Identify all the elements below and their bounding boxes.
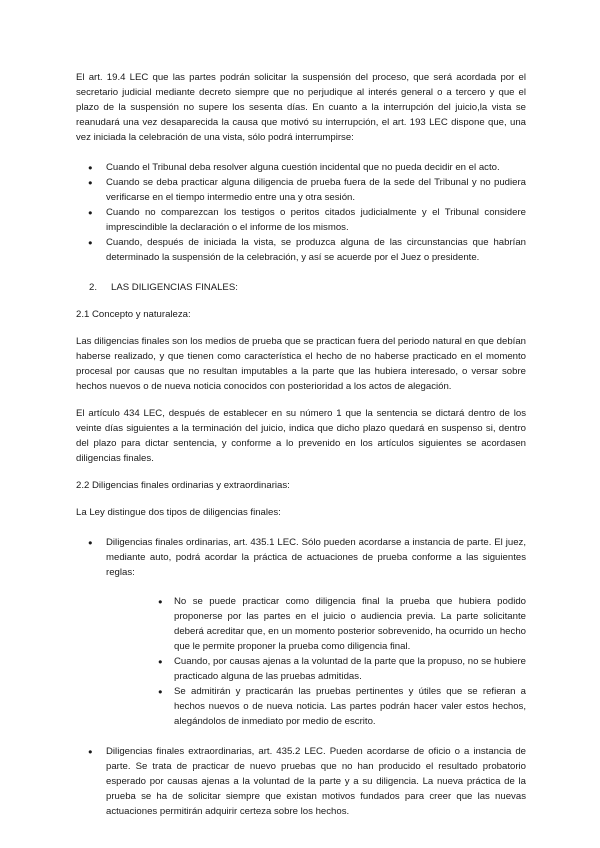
list-item-extraordinarias: ● Diligencias finales extraordinarias, art. 435.2 LEC. Pueden acordarse de oficio o a instancia de parte. Se trata de practicar de nuevo pruebas que no han producido el resultado probatorio esperado por causas ajenas a la voluntad de la parte y a su diligencia. La nueva práctica de la prueba se ha de solicitar siempre que existan motivos fundados para creer que las nuevas actuaciones permitirán adquirir certeza sobre los hechos. bbox=[82, 744, 526, 819]
section-heading bbox=[76, 280, 526, 295]
types-list-2 bbox=[82, 744, 526, 819]
ordinarias-text: Diligencias finales ordinarias, art. 435.1 LEC. Sólo pueden acordarse a instancia de parte. El juez, mediante auto, podrá acordar la práctica de actuaciones de prueba conforme a las siguientes reglas: bbox=[106, 537, 526, 578]
section-title: LAS DILIGENCIAS FINALES: bbox=[111, 282, 238, 293]
list-item: ● Cuando, después de iniciada la vista, se produzca alguna de las circunstancias que habrían determinado la suspensión de la celebración, y así se acuerde por el Juez o presidente. bbox=[82, 235, 526, 265]
types-list bbox=[82, 535, 526, 729]
list-item: ● Se admitirán y practicarán las pruebas pertinentes y útiles que se refieran a hechos nuevos o de nueva noticia. Las partes podrán hacer valer estos hechos, alegándolos de inmediato por medio de escrito. bbox=[152, 684, 526, 729]
subsection-heading-2-2: 2.2 Diligencias finales ordinarias y extraordinarias: bbox=[76, 480, 290, 491]
list-item-ordinarias bbox=[82, 535, 526, 729]
types-intro: La Ley distingue dos tipos de diligencias finales: bbox=[76, 507, 281, 518]
list-item: ● Cuando el Tribunal deba resolver alguna cuestión incidental que no pueda decidir en el acto. bbox=[82, 160, 526, 175]
concept-paragraph: Las diligencias finales son los medios de prueba que se practican fuera del periodo natural en que debían haberse realizado, y que tienen como característica el hecho de no haberse practicado en el momento procesal por causas que no resultan imputables a la parte que las hubiera interesado, o versar sobre hechos nuevos o de nueva noticia conocidos con posterioridad a los actos de alegación. bbox=[76, 336, 526, 392]
rules-list bbox=[152, 594, 526, 729]
section-number: 2. bbox=[89, 282, 98, 293]
interruption-list bbox=[82, 160, 526, 265]
intro-paragraph: El art. 19.4 LEC que las partes podrán solicitar la suspensión del proceso, que será acordada por el secretario judicial mediante decreto siempre que no perjudique al interés general o a tercero y que el plazo de la suspensión no supere los sesenta días. En cuanto a la interrupción del juicio,la vista se reanudará una vez desaparecida la causa que motivó su interrupción, el art. 193 LEC dispone que, una vez iniciada la celebración de una vista, sólo podrá interrumpirse: bbox=[76, 72, 526, 143]
list-item: ● Cuando se deba practicar alguna diligencia de prueba fuera de la sede del Tribunal y no pudiera verificarse en el tiempo intermedio entre una y otra sesión. bbox=[82, 175, 526, 205]
list-item: ● Cuando no comparezcan los testigos o peritos citados judicialmente y el Tribunal considere imprescindible la declaración o el informe de los mismos. bbox=[82, 205, 526, 235]
subsection-heading-2-1: 2.1 Concepto y naturaleza: bbox=[76, 309, 191, 320]
list-item: ● Cuando, por causas ajenas a la voluntad de la parte que la propuso, no se hubiere practicado alguna de las pruebas admitidas. bbox=[152, 654, 526, 684]
list-item: ● No se puede practicar como diligencia final la prueba que hubiera podido proponerse por las partes en el juicio o audiencia previa. La parte solicitante deberá acreditar que, en un momento posterior sobrevenido, ha ocurrido un hecho que le permite proponer la prueba como diligencia final. bbox=[152, 594, 526, 654]
article-434-paragraph: El artículo 434 LEC, después de establecer en su número 1 que la sentencia se dictará dentro de los veinte días siguientes a la terminación del juicio, indica que dicho plazo quedará en suspenso si, dentro del plazo para dictar sentencia, y conforme a lo prevenido en los artículos siguientes se acordasen diligencias finales. bbox=[76, 408, 526, 464]
